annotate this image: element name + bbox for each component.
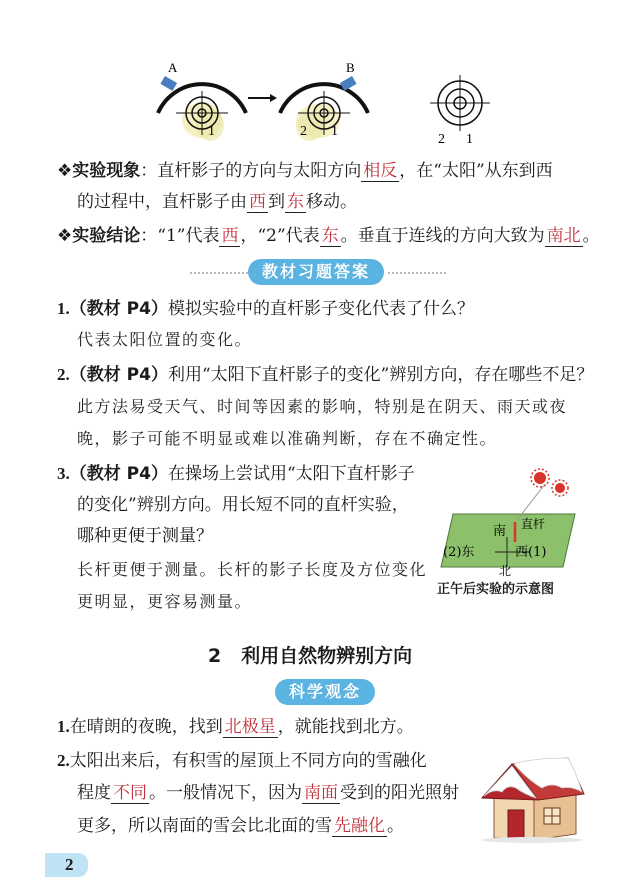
answer-blank: 相反 xyxy=(363,161,398,181)
question-3 xyxy=(57,463,415,485)
textbook-ref: （教材 P4） xyxy=(69,365,168,385)
item-number: 2. xyxy=(57,751,70,770)
label-2c: 2 xyxy=(438,132,445,147)
diagram-target xyxy=(430,75,490,131)
question-text: 利用“太阳下直杆影子的变化”辨别方向，存在哪些不足？ xyxy=(167,365,594,385)
item-text: 更多，所以南面的雪会比北面的雪 xyxy=(77,816,332,836)
answer-3-line-2: 更明显，更容易测量。 xyxy=(77,592,253,611)
label-a: A xyxy=(168,60,178,75)
textbook-answers-banner: 教材习题答案 xyxy=(248,259,384,285)
section-number: 2 xyxy=(208,645,222,667)
diagram-sun-a xyxy=(158,76,246,141)
answer-blank: 北极星 xyxy=(224,717,276,737)
phenomenon-label: 实验现象 xyxy=(72,161,141,181)
diamond-bullet-icon: ❖ xyxy=(57,161,73,181)
label-b: B xyxy=(346,60,355,75)
question-number: 3. xyxy=(57,464,70,483)
answer-blank: 南面 xyxy=(304,783,338,803)
textbook-ref: （教材 P4） xyxy=(69,464,168,484)
question-number: 1. xyxy=(57,299,70,318)
question-3-line-2: 的变化”辨别方向。用长短不同的直杆实验， xyxy=(77,495,409,515)
item-text: 受到的阳光照射 xyxy=(340,783,459,803)
item-2-line-1 xyxy=(57,750,427,772)
sun-icon xyxy=(531,469,568,496)
phenomenon-text: 移动。 xyxy=(306,192,357,212)
item-1 xyxy=(57,716,414,738)
north-label: 北 xyxy=(499,564,512,577)
conclusion-text: 。 xyxy=(582,226,600,246)
diamond-bullet-icon: ❖ xyxy=(57,226,73,246)
section-title: 利用自然物辨别方向 xyxy=(241,645,413,667)
answer-blank: 南北 xyxy=(546,226,581,246)
conclusion-text: ：“1”代表 xyxy=(140,226,220,246)
phenomenon-text: ：直杆影子的方向与太阳方向 xyxy=(140,161,362,181)
page-number: 2 xyxy=(45,853,88,877)
noon-experiment-figure xyxy=(435,462,595,577)
answer-blank: 东 xyxy=(321,226,339,246)
question-1 xyxy=(57,298,474,320)
phenomenon-text: 到 xyxy=(268,192,285,212)
item-text: ，就能找到北方。 xyxy=(277,717,414,737)
arrow-head-icon xyxy=(270,94,277,102)
answer-2-line-1: 此方法易受天气、时间等因素的影响，特别是在阴天、雨天或夜 xyxy=(77,397,568,416)
answer-blank: 西 xyxy=(221,226,239,246)
item-2-line-2 xyxy=(77,782,459,804)
question-3-line-3: 哪种更便于测量？ xyxy=(77,526,213,546)
conclusion-text: ，“2”代表 xyxy=(240,226,320,246)
south-label: 南 xyxy=(493,524,507,539)
answer-blank: 西 xyxy=(249,192,266,212)
phenomenon-line-2 xyxy=(77,191,357,213)
east-label: (2)东 xyxy=(443,545,475,560)
item-2-line-3 xyxy=(77,815,404,837)
diagram-sun-b xyxy=(280,76,368,141)
divider xyxy=(388,272,446,274)
pole-label: 直杆 xyxy=(521,517,546,531)
answer-3-line-1: 长杆更便于测量。长杆的影子长度及方位变化 xyxy=(77,560,428,579)
item-text: 程度 xyxy=(77,783,111,803)
answer-blank: 东 xyxy=(287,192,304,212)
science-concept-banner: 科学观念 xyxy=(275,679,375,705)
item-number: 1. xyxy=(57,717,70,736)
section-heading xyxy=(208,641,412,668)
label-1b: 1 xyxy=(331,124,338,139)
phenomenon-text: 的过程中，直杆影子由 xyxy=(77,192,247,212)
label-2b: 2 xyxy=(300,124,307,139)
snowy-house-illustration xyxy=(472,748,590,843)
label-1c: 1 xyxy=(466,132,473,147)
answer-2-line-2: 晚，影子可能不明显或难以准确判断，存在不确定性。 xyxy=(77,429,498,448)
answer-blank: 先融化 xyxy=(334,816,385,836)
phenomenon-text: ，在“太阳”从东到西 xyxy=(399,161,553,181)
conclusion-line xyxy=(57,225,600,247)
phenomenon-line-1 xyxy=(57,160,553,182)
experiment-diagram xyxy=(140,55,510,155)
item-text: 太阳出来后，有积雪的屋顶上不同方向的雪融化 xyxy=(69,751,427,771)
divider xyxy=(190,272,248,274)
answer-blank: 不同 xyxy=(113,783,147,803)
conclusion-text: 。垂直于连线的方向大致为 xyxy=(340,226,545,246)
question-2 xyxy=(57,364,593,386)
textbook-ref: （教材 P4） xyxy=(69,299,168,319)
conclusion-label: 实验结论 xyxy=(72,226,141,246)
question-number: 2. xyxy=(57,365,70,384)
label-1a: 1 xyxy=(208,124,215,139)
question-text: 在操场上尝试用“太阳下直杆影子 xyxy=(167,464,415,484)
item-text: 。 xyxy=(387,816,404,836)
question-text: 模拟实验中的直杆影子变化代表了什么？ xyxy=(167,299,474,319)
answer-1: 代表太阳位置的变化。 xyxy=(77,330,253,349)
west-label: 西(1) xyxy=(515,545,547,560)
item-text: 在晴朗的夜晚，找到 xyxy=(69,717,223,737)
figure-caption: 正午后实验的示意图 xyxy=(437,582,555,597)
item-text: 。一般情况下，因为 xyxy=(149,783,302,803)
